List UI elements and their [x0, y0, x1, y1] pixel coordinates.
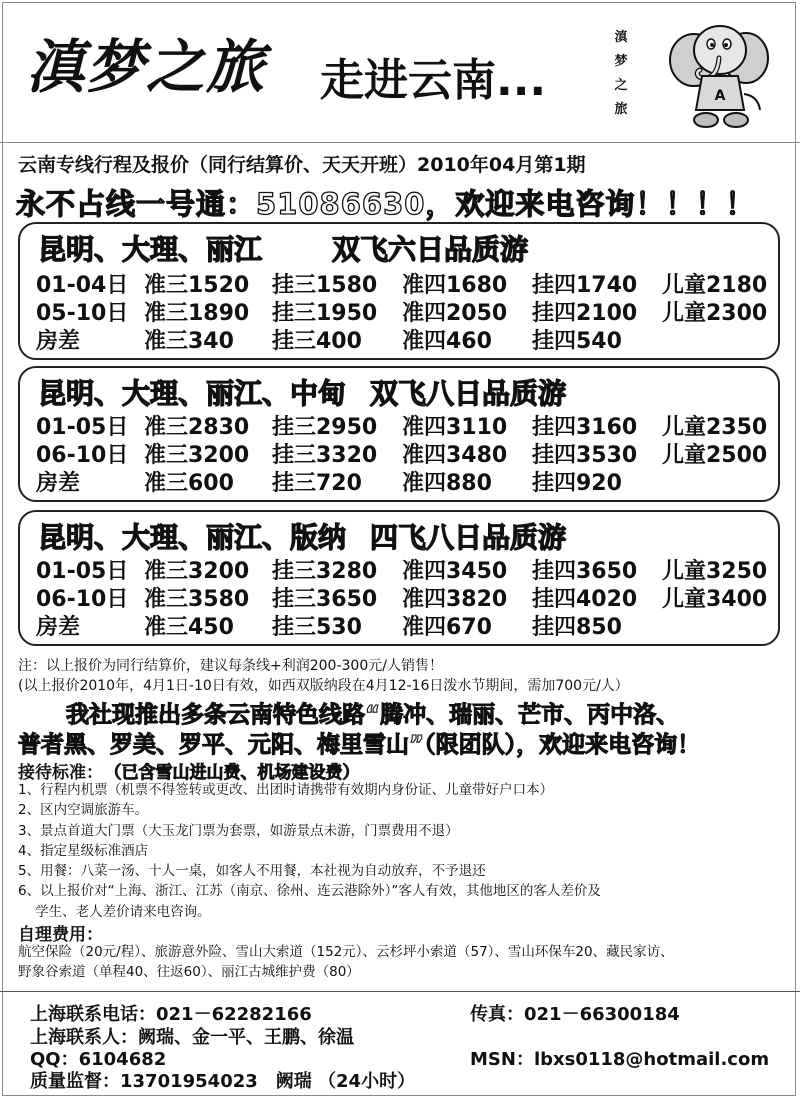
- price-cell: 05-10日: [36, 301, 129, 326]
- vertical-brand-char: 之: [614, 78, 628, 93]
- package-route: 昆明、大理、丽江: [38, 233, 263, 266]
- price-cell: 儿童2300: [662, 301, 768, 326]
- price-cell: 准四460: [402, 329, 492, 354]
- promo-line: 普者黑、罗美、罗平、元阳、梅里雪山”（限团队），欢迎来电咨询！: [18, 732, 701, 758]
- standards-highlight: （已含雪山进山费、机场建设费）: [113, 763, 360, 783]
- price-cell: 准四3110: [402, 415, 508, 440]
- price-cell: 01-05日: [36, 415, 129, 440]
- price-cell: 儿童2180: [662, 273, 768, 298]
- package-tour-type: 双飞六日品质游: [332, 233, 529, 266]
- price-cell: 儿童3250: [662, 559, 768, 584]
- list-item: 1、行程内机票（机票不得签转或更改、出团时请携带有效期内身份证、儿童带好户口本）: [18, 782, 554, 798]
- package-box: [18, 222, 780, 360]
- package-title: [38, 228, 528, 268]
- list-item: 学生、老人差价请来电咨询。: [18, 903, 211, 920]
- price-cell: 挂四3530: [532, 443, 638, 468]
- mascot-shirt-letter: A: [714, 88, 726, 104]
- list-item: 野象谷索道（单程40、往返60）、丽江古城维护费（80）: [18, 964, 360, 981]
- package-box: [18, 510, 780, 646]
- contact-phone: 上海联系电话：021－62282166: [30, 1004, 312, 1025]
- price-cell: 准四880: [402, 471, 492, 496]
- hotline-banner: 永不占线一号通：51086630，欢迎来电咨询！！！！: [16, 187, 756, 221]
- price-cell: 儿童2500: [662, 443, 768, 468]
- price-cell: 01-05日: [36, 559, 129, 584]
- promo-routes: [18, 700, 788, 760]
- price-cell: 准四2050: [402, 301, 508, 326]
- price-cell: 准三3200: [144, 559, 250, 584]
- price-cell: 挂三1580: [272, 273, 378, 298]
- list-item: 6、以上报价对“上海、浙江、江苏（南京、徐州、连云港除外）”客人有效，其他地区的客人差价及: [18, 883, 601, 900]
- promo-line: 我社现推出多条云南特色线路“腾冲、瑞丽、芒市、丙中洛、: [66, 702, 680, 728]
- standards-title: 接待标准：: [18, 763, 103, 783]
- package-route: 昆明、大理、丽江、版纳: [38, 521, 347, 554]
- price-cell: 准三340: [144, 329, 234, 354]
- price-cell: 挂四3160: [532, 415, 638, 440]
- self-pay-heading: 自理费用：: [18, 925, 103, 945]
- price-cell: 06-10日: [36, 443, 129, 468]
- price-cell: 挂三3280: [272, 559, 378, 584]
- price-cell: 挂三400: [272, 329, 362, 354]
- price-cell: 准四3820: [402, 587, 508, 612]
- price-cell: 准三2830: [144, 415, 250, 440]
- price-cell: 挂四3650: [532, 559, 638, 584]
- price-cell: 挂四540: [532, 329, 622, 354]
- price-cell: 儿童2350: [662, 415, 768, 440]
- contact-fax: 传真：021－66300184: [470, 1004, 680, 1025]
- self-pay-list: [18, 942, 674, 983]
- list-item: 4、指定星级标准酒店: [18, 842, 149, 859]
- price-cell: 挂四920: [532, 471, 622, 496]
- package-tour-type: 双飞八日品质游: [370, 377, 567, 410]
- price-cell: 挂四1740: [532, 273, 638, 298]
- vertical-brand-char: 旅: [614, 102, 628, 117]
- price-cell: 挂三720: [272, 471, 362, 496]
- standards-list: [18, 780, 601, 922]
- contact-qq: QQ：6104682: [30, 1049, 167, 1070]
- slogan: 走进云南...: [320, 55, 547, 106]
- price-cell: 准三1520: [144, 273, 250, 298]
- vertical-brand-char: 梦: [614, 54, 628, 69]
- price-cell: 挂四850: [532, 615, 622, 640]
- header: [0, 0, 800, 143]
- package-tour-type: 四飞八日品质游: [370, 521, 567, 554]
- package-route: 昆明、大理、丽江、中甸: [38, 377, 347, 410]
- price-cell: 准四3450: [402, 559, 508, 584]
- price-cell: 挂三1950: [272, 301, 378, 326]
- price-cell: 挂三3650: [272, 587, 378, 612]
- elephant-mascot-icon: [664, 14, 774, 134]
- list-item: 2、区内空调旅游车。: [18, 802, 149, 819]
- price-cell: 01-04日: [36, 273, 129, 298]
- price-cell: 准三3200: [144, 443, 250, 468]
- contact-msn: MSN：lbxs0118@hotmail.com: [470, 1049, 770, 1070]
- issue-subtitle: 云南专线行程及报价（同行结算价、天天开班）2010年04月第1期: [18, 154, 586, 176]
- vertical-brand: [611, 26, 631, 122]
- contact-people: 上海联系人：阙瑞、金一平、王鹏、徐温: [30, 1027, 354, 1048]
- price-cell: 房差: [36, 615, 81, 640]
- note-line: 注：以上报价为同行结算价，建议每条线+利润200-300元/人销售！: [18, 658, 443, 674]
- contact-supervision: 质量监督：13701954023 阙瑞 （24小时）: [30, 1071, 416, 1092]
- price-cell: 准四1680: [402, 273, 508, 298]
- price-cell: 准三1890: [144, 301, 250, 326]
- price-cell: 准三450: [144, 615, 234, 640]
- note-line: (以上报价2010年，4月1日-10日有效，如西双版纳段在4月12-16日泼水节期间，需加700元/人）: [18, 678, 629, 694]
- package-box: [18, 366, 780, 502]
- price-cell: 准三600: [144, 471, 234, 496]
- price-cell: 06-10日: [36, 587, 129, 612]
- price-cell: 房差: [36, 329, 81, 354]
- package-title: [38, 516, 566, 556]
- price-notes: [18, 656, 629, 696]
- price-cell: 房差: [36, 471, 81, 496]
- list-item: 3、景点首道大门票（大玉龙门票为套票，如游景点未游，门票费用不退）: [18, 822, 459, 839]
- price-cell: 准四670: [402, 615, 492, 640]
- price-cell: 儿童3400: [662, 587, 768, 612]
- price-cell: 准三3580: [144, 587, 250, 612]
- brand-title: 滇梦之旅: [26, 33, 267, 101]
- package-title: [38, 372, 566, 412]
- vertical-brand-char: 滇: [614, 30, 628, 45]
- price-cell: 挂四4020: [532, 587, 638, 612]
- list-item: 5、用餐：八菜一汤、十人一桌，如客人不用餐，本社视为自动放弃，不予退还: [18, 863, 486, 880]
- price-cell: 挂四2100: [532, 301, 638, 326]
- price-cell: 挂三3320: [272, 443, 378, 468]
- price-cell: 准四3480: [402, 443, 508, 468]
- footer-divider: [0, 991, 800, 992]
- price-cell: 挂三530: [272, 615, 362, 640]
- price-cell: 挂三2950: [272, 415, 378, 440]
- list-item: 航空保险（20元/程）、旅游意外险、雪山大索道（152元）、云杉坪小索道（57）、雪山环保车20、藏民家访、: [18, 944, 674, 960]
